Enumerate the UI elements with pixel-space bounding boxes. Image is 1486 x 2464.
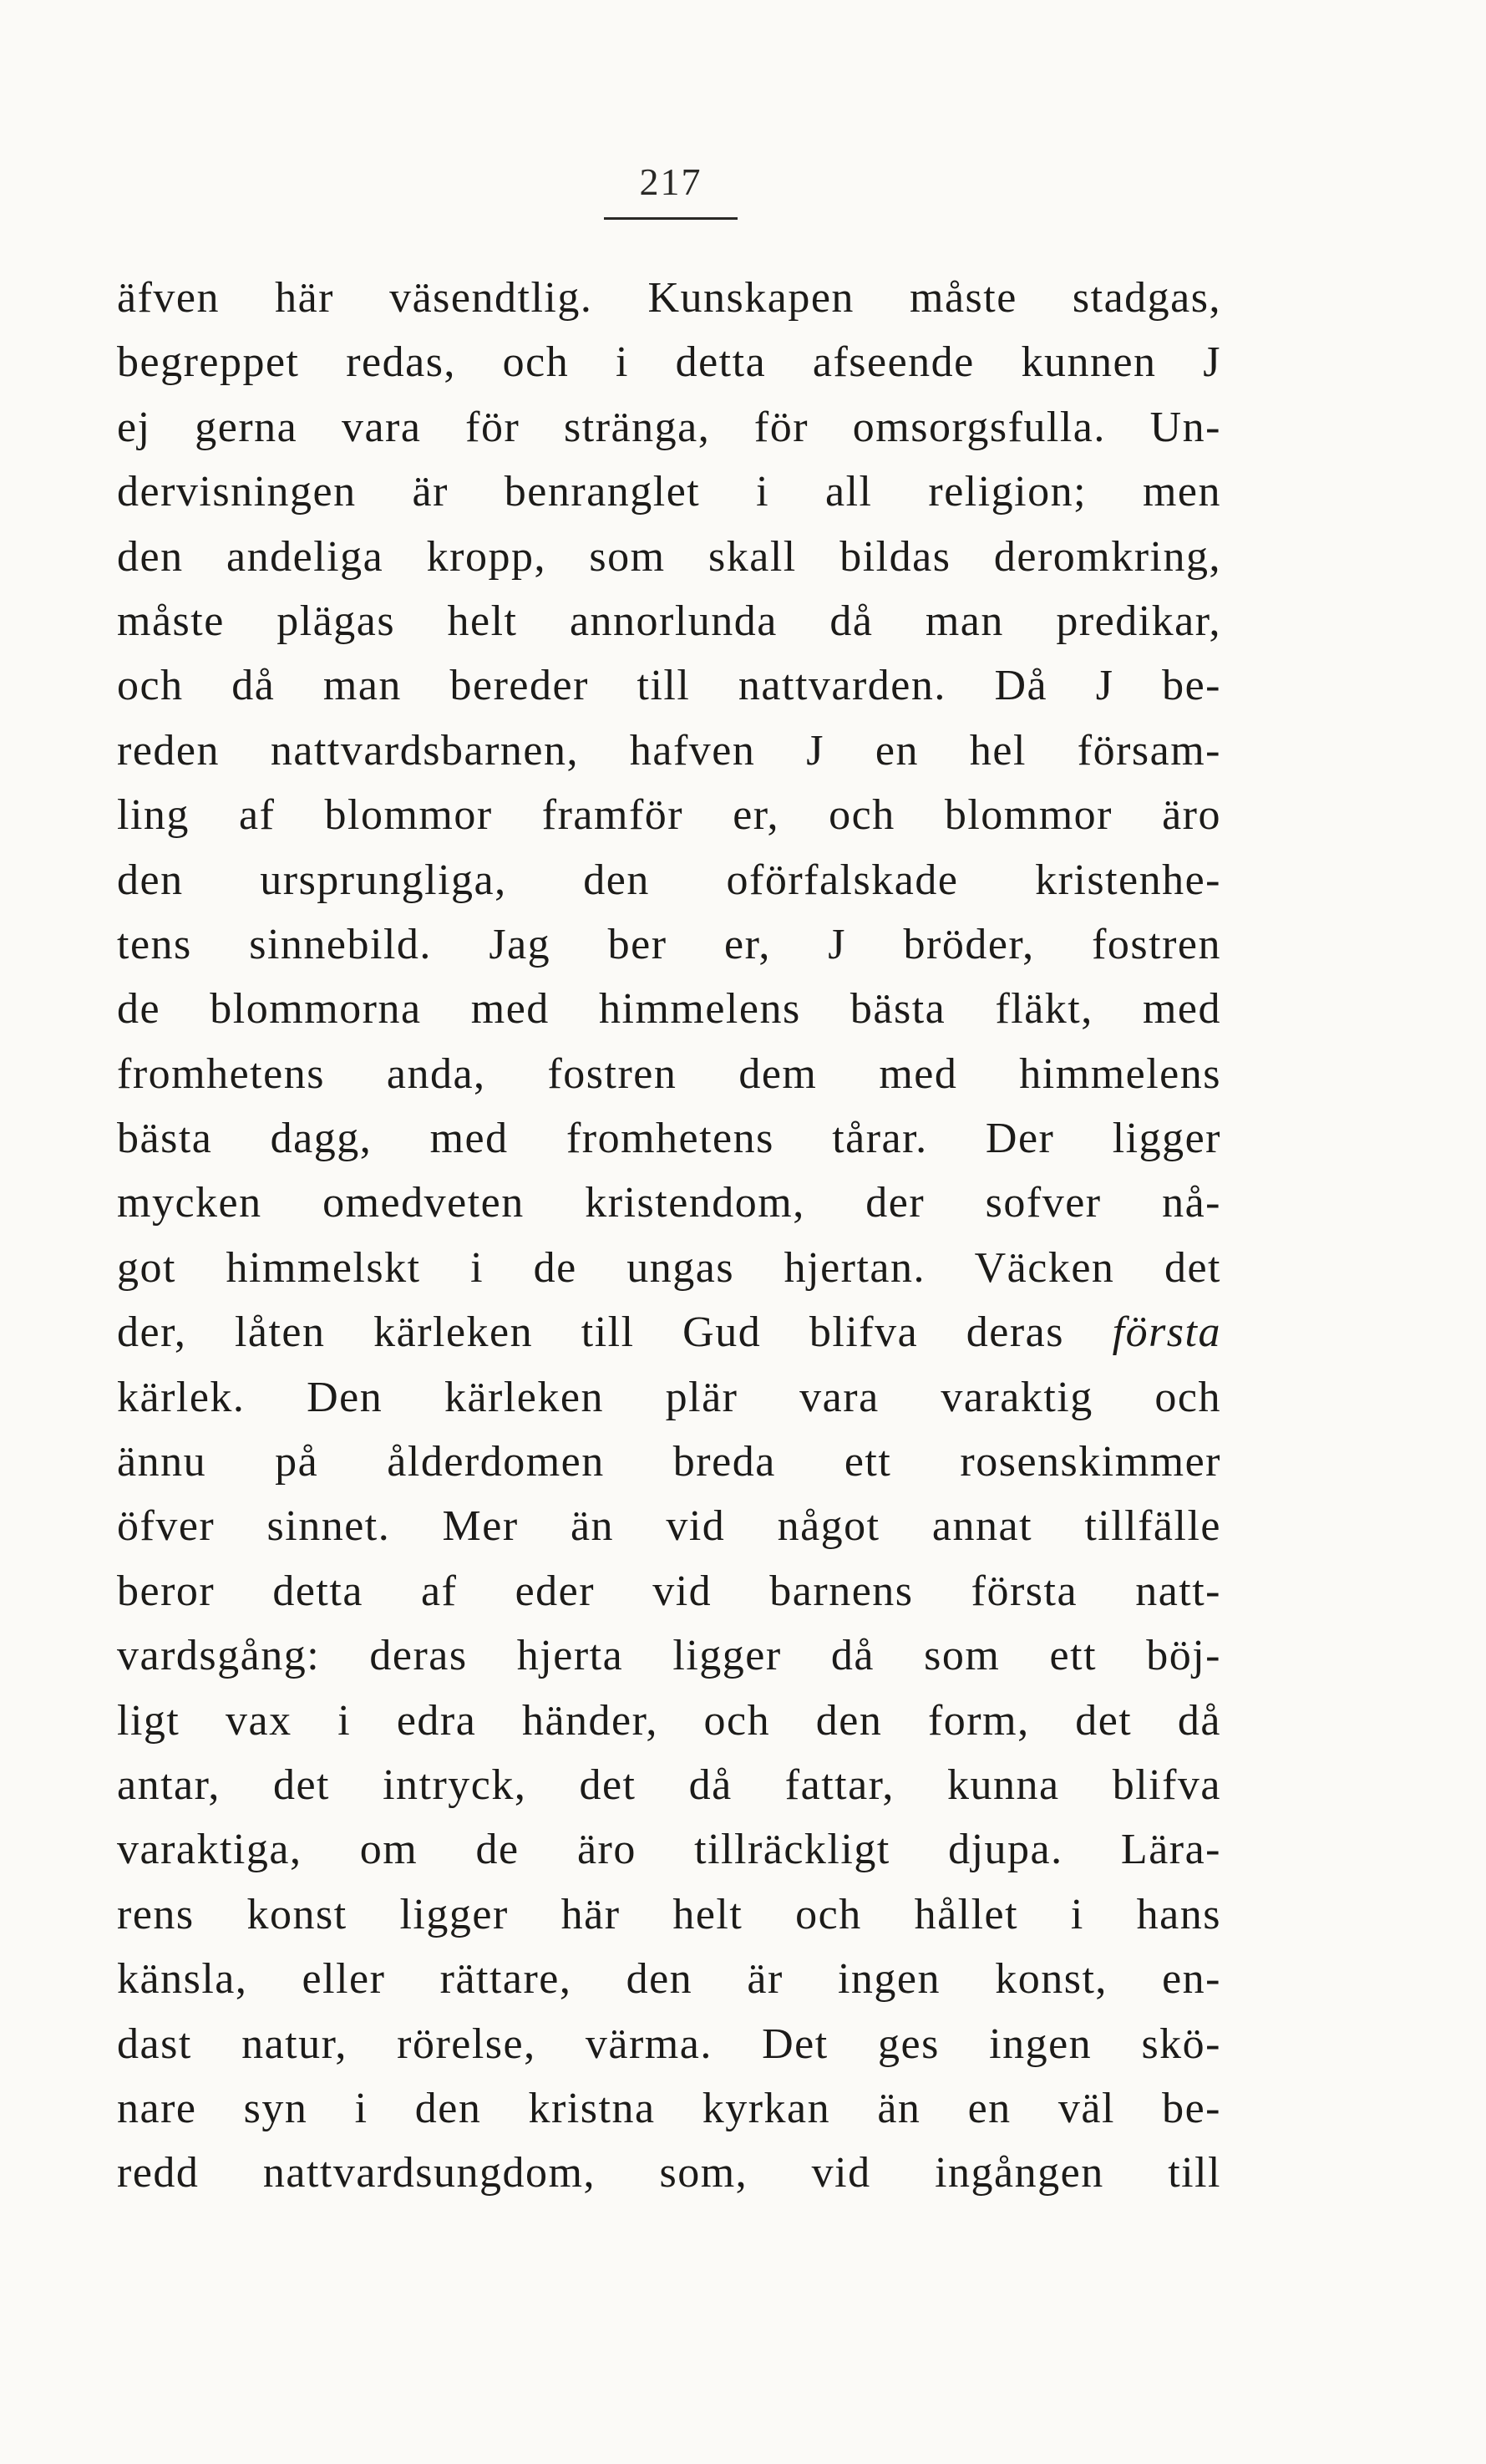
text-line: den andeliga kropp, som skall bildas deromkring, (117, 532, 1221, 581)
text-line: ej gerna vara för stränga, för omsorgsfulla. Un- (117, 403, 1221, 451)
text-line: ännu på ålderdomen breda ett rosenskimmer (117, 1438, 1221, 1486)
text-line: reden nattvardsbarnen, hafven J en hel försam- (117, 726, 1221, 775)
text-line: mycken omedveten kristendom, der sofver nå- (117, 1179, 1221, 1227)
text-line: öfver sinnet. Mer än vid något annat tillfälle (117, 1502, 1221, 1551)
text-line: äfven här väsendtlig. Kunskapen måste stadgas, (117, 274, 1221, 322)
page-number-rule (604, 217, 738, 220)
body-text (117, 266, 1221, 2206)
text-line: vardsgång: deras hjerta ligger då som ett böj- (117, 1632, 1221, 1680)
text-line: kärlek. Den kärleken plär vara varaktig och (117, 1373, 1221, 1421)
text-line-part: der, låten kärleken till Gud blifva deras (117, 1308, 1113, 1357)
text-line: redd nattvardsungdom, som, vid ingången till (117, 2149, 1221, 2197)
page-number: 217 (639, 160, 702, 203)
text-line: rens konst ligger här helt och hållet i hans (117, 1890, 1221, 1938)
emphasized-word: första (1112, 1308, 1221, 1357)
text-line: beror detta af eder vid barnens första natt- (117, 1567, 1221, 1615)
text-line: dervisningen är benranglet i all religion; men (117, 468, 1221, 516)
page-number-block (604, 159, 738, 206)
text-line: begreppet redas, och i detta afseende kunnen J (117, 338, 1221, 387)
text-line: varaktiga, om de äro tillräckligt djupa. Lära- (117, 1826, 1221, 1874)
text-line: känsla, eller rättare, den är ingen konst, en- (117, 1955, 1221, 2004)
text-line: nare syn i den kristna kyrkan än en väl be- (117, 2084, 1221, 2132)
text-line: dast natur, rörelse, värma. Det ges ingen skö- (117, 2019, 1221, 2068)
text-line: de blommorna med himmelens bästa fläkt, med (117, 985, 1221, 1034)
text-line: och då man bereder till nattvarden. Då J be- (117, 662, 1221, 710)
text-line: den ursprungliga, den oförfalskade kristenhe- (117, 856, 1221, 904)
text-line: ling af blommor framför er, och blommor äro (117, 791, 1221, 840)
text-line: måste plägas helt annorlunda då man predikar, (117, 597, 1221, 645)
text-line: ligt vax i edra händer, och den form, det då (117, 1696, 1221, 1745)
text-line: bästa dagg, med fromhetens tårar. Der ligger (117, 1115, 1221, 1163)
text-line: fromhetens anda, fostren dem med himmelens (117, 1049, 1221, 1098)
text-line: got himmelskt i de ungas hjertan. Väcken det (117, 1243, 1221, 1292)
text-line: antar, det intryck, det då fattar, kunna blifva (117, 1760, 1221, 1809)
text-line: tens sinnebild. Jag ber er, J bröder, fostren (117, 920, 1221, 968)
text-line-with-emphasis (117, 1300, 1221, 1364)
